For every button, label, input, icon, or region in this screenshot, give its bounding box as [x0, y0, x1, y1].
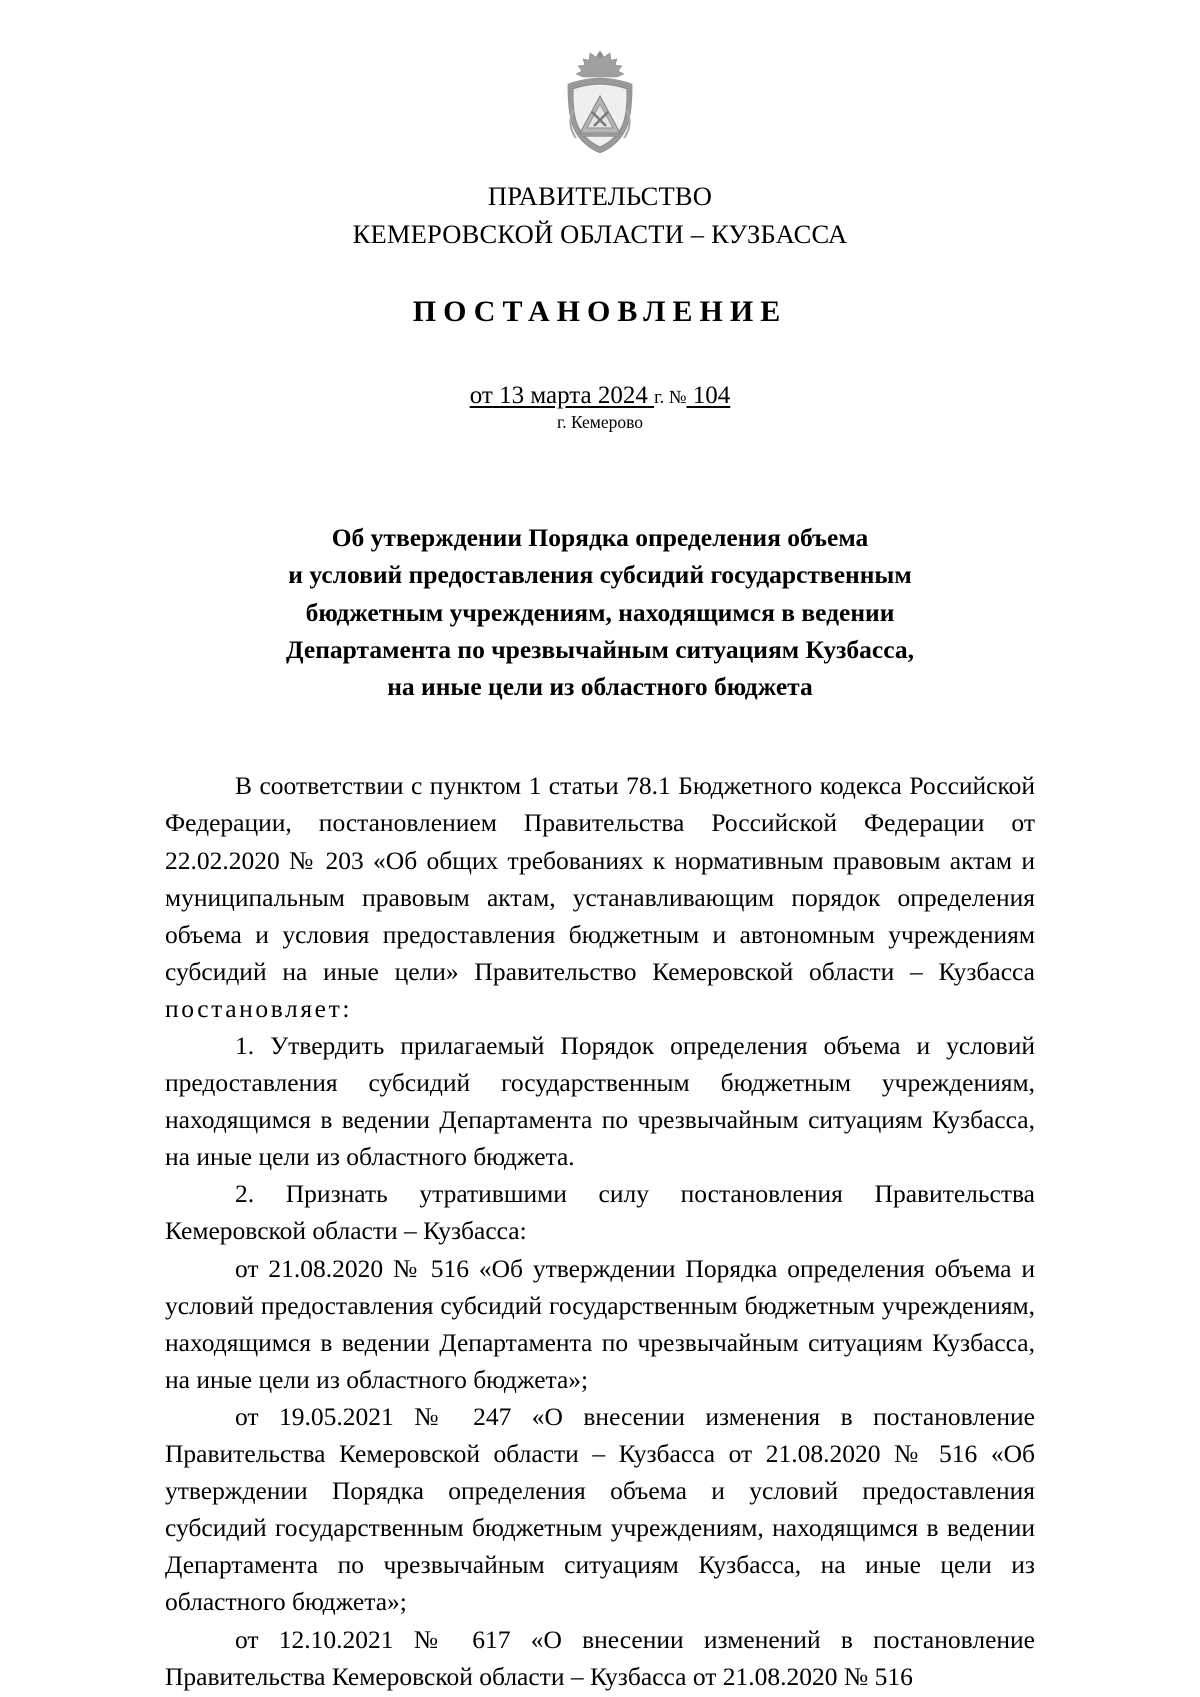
coat-of-arms-icon	[554, 48, 646, 156]
document-title	[165, 519, 1035, 705]
title-line-2: и условий предоставления субсидий государственным	[288, 560, 912, 590]
date-prefix: от	[469, 382, 493, 410]
title-line-1: Об утверждении Порядка определения объема	[331, 523, 869, 553]
paragraph-2: 2. Признать утратившими силу постановления Правительства Кемеровской области – Кузбасса:	[165, 1179, 1035, 1246]
title-line-3: бюджетным учреждениям, находящимся в ведении	[305, 597, 895, 627]
date-value: 13 марта 2024	[499, 382, 648, 410]
paragraph-repeal-617: от 12.10.2021 № 617 «О внесении изменений в постановление Правительства Кемеровской области – Кузбасса от 21.08.2020 № 516	[165, 1624, 1035, 1691]
paragraph-intro	[165, 767, 1035, 1027]
city: г. Кемерово	[557, 412, 643, 433]
title-line-5: на иные цели из областного бюджета	[387, 672, 813, 702]
document-type: ПОСТАНОВЛЕНИЕ	[412, 295, 788, 329]
paragraph-intro-text: В соответствии с пунктом 1 статьи 78.1 Бюджетного кодекса Российской Федерации, постановлением Правительства Российской Федерации от 22.02.2020 № 203 «Об общих требованиях к нормативным правовым актам и муниципальным правовым актам, устанавливающим порядок определения объема и условия предоставления бюджетным и автономным учреждениям субсидий на иные цели» Правительство Кемеровской области – Кузбасса	[165, 771, 1035, 986]
document-body	[165, 767, 1035, 1694]
coat-of-arms	[165, 48, 1035, 156]
title-line-4: Департамента по чрезвычайным ситуациям Кузбасса,	[286, 634, 914, 664]
government-line-2: КЕМЕРОВСКОЙ ОБЛАСТИ – КУЗБАССА	[352, 218, 848, 249]
decree-verb: постановляет:	[165, 993, 353, 1023]
paragraph-repeal-247: от 19.05.2021 № 247 «О внесении изменения в постановление Правительства Кемеровской области – Кузбасса от 21.08.2020 № 516 «Об утверждении Порядка определения объема и условий предоставления субсидий государственным бюджетным учреждениям, находящимся в ведении Департамента по чрезвычайным ситуациям Кузбасса, на иные цели из областного бюджета»;	[165, 1401, 1035, 1617]
date-number-line	[165, 382, 1035, 410]
government-line-1: ПРАВИТЕЛЬСТВО	[487, 181, 713, 211]
paragraph-repeal-516: от 21.08.2020 № 516 «Об утверждении Порядка определения объема и условий предоставления субсидий государственным бюджетным учреждениям, находящимся в ведении Департамента по чрезвычайным ситуациям Кузбасса, на иные цели из областного бюджета»;	[165, 1253, 1035, 1394]
paragraph-1: 1. Утвердить прилагаемый Порядок определения объема и условий предоставления субсидий государственным бюджетным учреждениям, находящимся в ведении Департамента по чрезвычайным ситуациям Кузбасса, на иные цели из областного бюджета.	[165, 1031, 1035, 1172]
document-number: 104	[692, 382, 731, 410]
date-suffix: г. №	[654, 388, 687, 409]
